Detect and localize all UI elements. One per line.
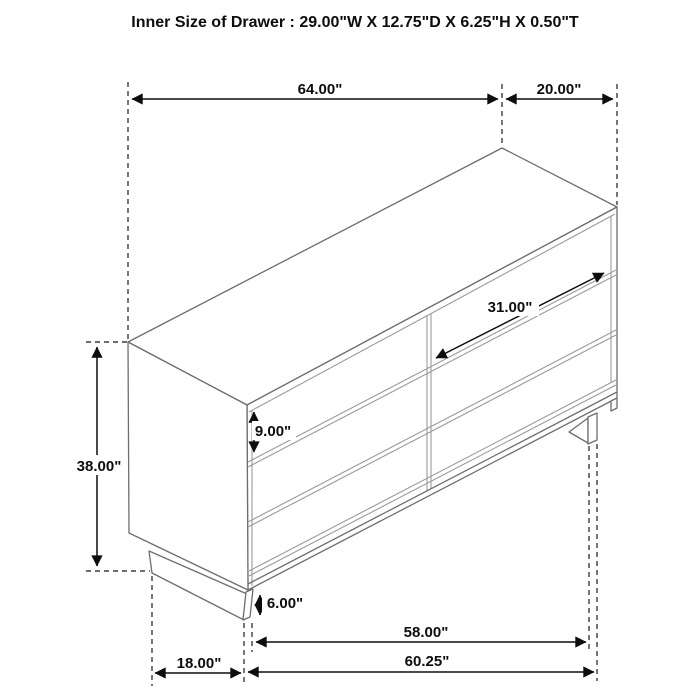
diagram-title: Inner Size of Drawer : 29.00"W X 12.75"D X 6.25"H X 0.50"T — [131, 14, 579, 31]
label-top-width: 64.00" — [297, 81, 343, 98]
right-leg — [588, 413, 597, 444]
right-corner-foot — [611, 398, 617, 411]
label-drawer-height: 9.00" — [254, 423, 292, 440]
label-overall-height: 38.00" — [76, 458, 122, 475]
label-base-height: 6.00" — [266, 595, 304, 612]
label-top-depth: 20.00" — [536, 81, 582, 98]
label-base-inset-width: 58.00" — [403, 624, 449, 641]
label-drawer-width: 31.00" — [487, 299, 533, 316]
label-base-overall-width: 60.25" — [404, 653, 450, 670]
dresser-wireframe — [128, 148, 617, 620]
label-side-depth: 18.00" — [176, 655, 222, 672]
